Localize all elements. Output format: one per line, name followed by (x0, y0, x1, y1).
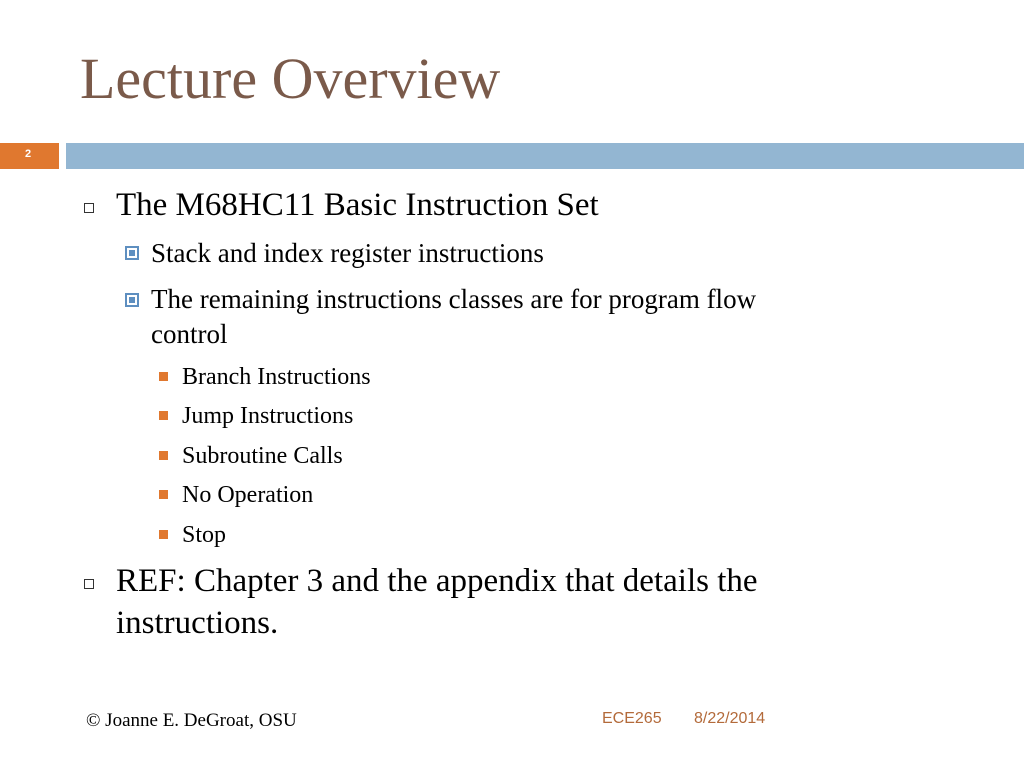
bullet-text: The remaining instructions classes are for program flow (151, 284, 757, 314)
filled-square-bullet-icon (159, 372, 168, 381)
hollow-square-bullet-icon (84, 579, 94, 589)
bullet-text: Branch Instructions (182, 364, 371, 390)
bullet-text: The M68HC11 Basic Instruction Set (116, 187, 599, 223)
slide-number-badge: 2 (0, 143, 59, 169)
square-bullet-icon (125, 246, 139, 260)
footer-date: 8/22/2014 (694, 710, 766, 727)
filled-square-bullet-icon (159, 411, 168, 420)
bullet-text: REF: Chapter 3 and the appendix that details the (116, 563, 758, 599)
header-bar (66, 143, 1024, 169)
bullet-text: Jump Instructions (182, 403, 354, 429)
bullet-text: Subroutine Calls (182, 443, 343, 469)
footer-course: ECE265 (602, 710, 662, 727)
slide-title: Lecture Overview (80, 46, 501, 111)
bullet-text-continued: instructions. (116, 605, 279, 641)
bullet-text: No Operation (182, 482, 314, 508)
bullet-text: Stack and index register instructions (151, 238, 544, 268)
filled-square-bullet-icon (159, 451, 168, 460)
hollow-square-bullet-icon (84, 203, 94, 213)
square-bullet-icon (125, 293, 139, 307)
bullet-text-continued: control (151, 319, 228, 349)
bullet-text: Stop (182, 522, 227, 548)
footer-author: © Joanne E. DeGroat, OSU (86, 710, 297, 731)
filled-square-bullet-icon (159, 490, 168, 499)
filled-square-bullet-icon (159, 530, 168, 539)
